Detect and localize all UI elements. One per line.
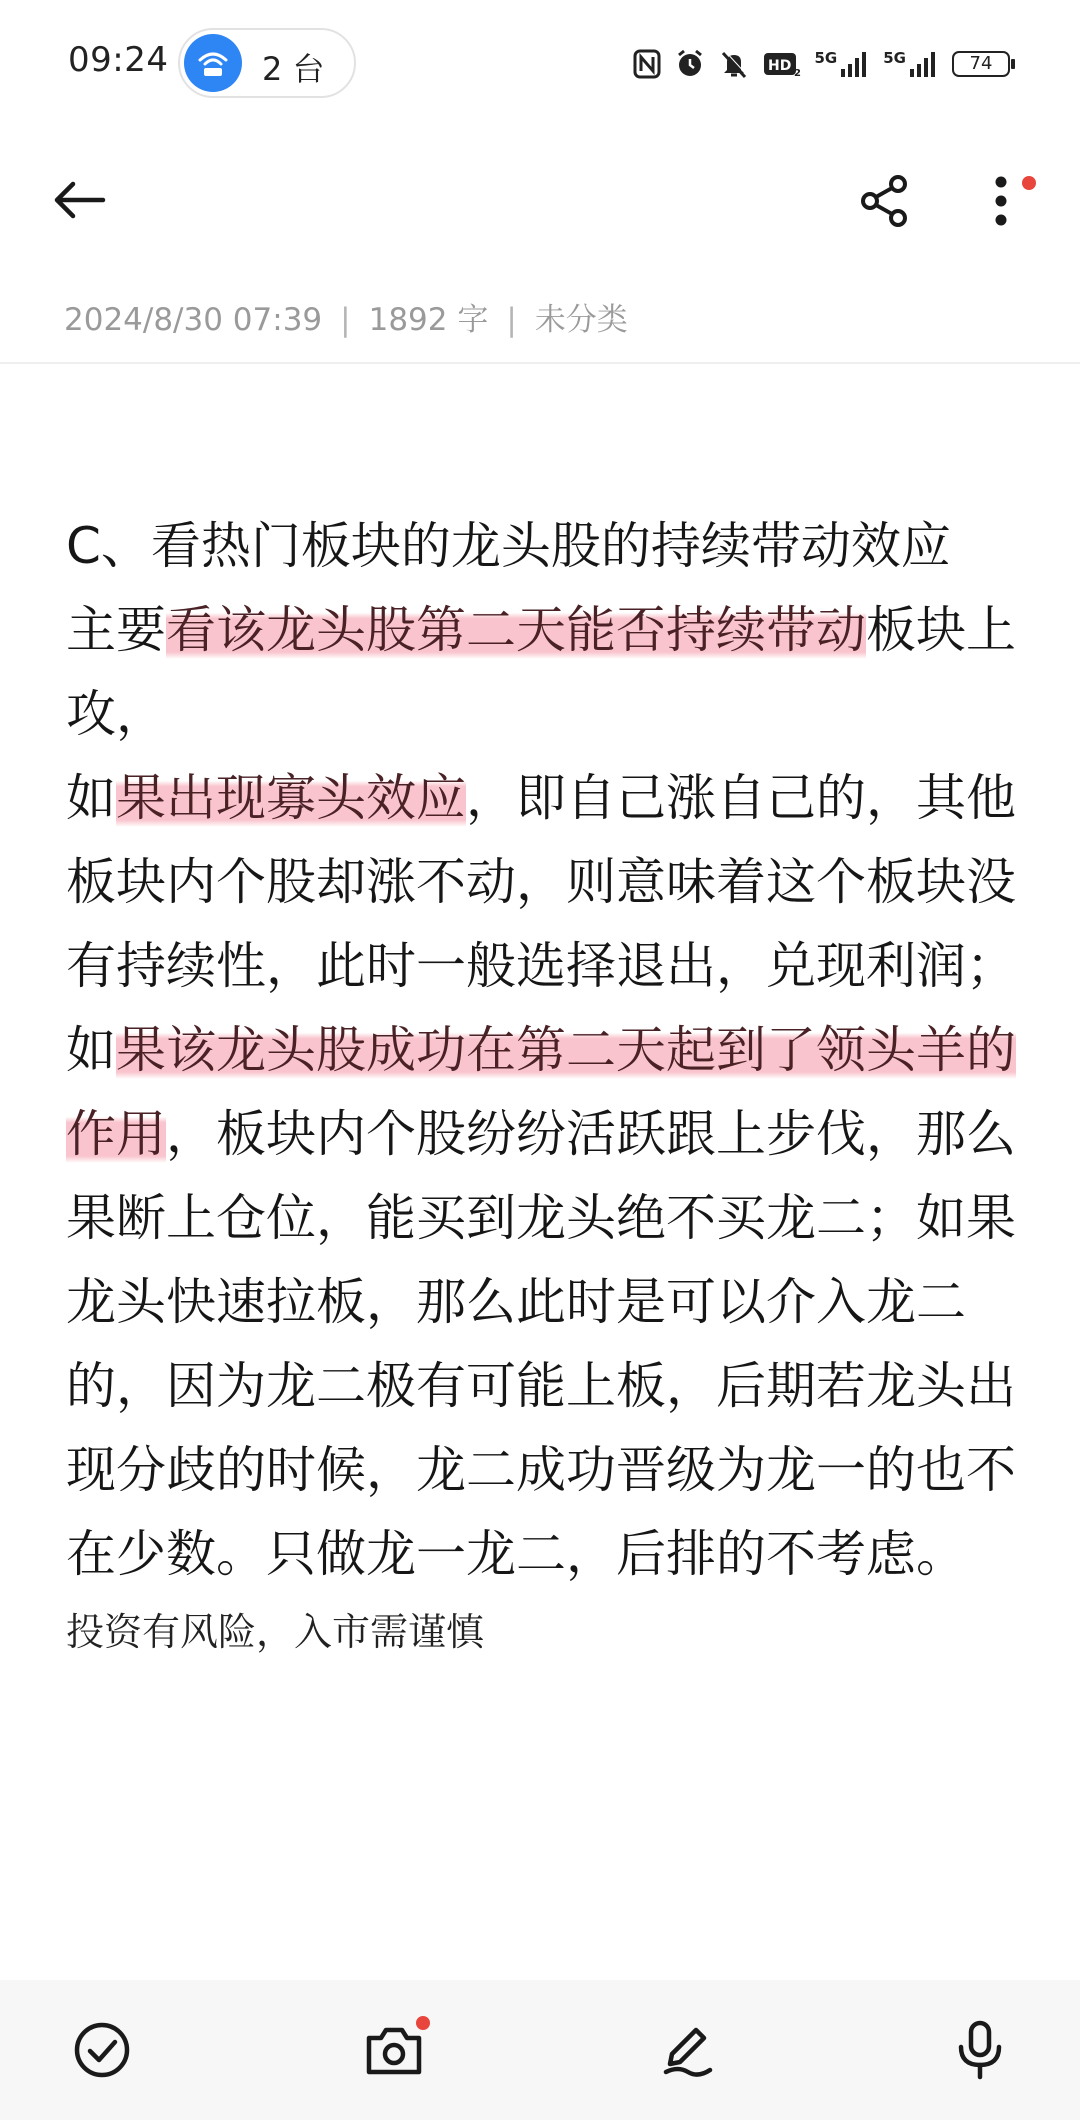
hotspot-device-count: 2 台 [262,50,325,88]
signal-icon [908,49,938,79]
note-paragraph [66,1008,1026,1596]
note-datetime: 2024/8/30 07:39 [64,302,323,338]
highlighted-text: 看该龙头股第二天能否持续带动 [166,601,866,659]
status-icons [633,44,1011,84]
note-text: ，板块内个股纷纷活跃跟上步伐，那么果断上仓位，能买到龙头绝不买龙二；如果龙头快速拉板，那么此时是可以介入龙二的，因为龙二极有可能上板，后期若龙头出现分歧的时候，龙二成功晋级为龙一的也不在少数。只做龙一龙二，后排的不考虑。 [66,1105,1016,1583]
arrow-left-icon [51,180,107,220]
bottom-toolbar [0,1980,1080,2120]
more-badge-dot [1022,176,1036,190]
note-text: 板块上攻， [66,601,1016,743]
camera-badge-dot [416,2016,430,2030]
more-vertical-icon [993,174,1009,228]
note-word-count: 1892 字 [368,302,489,338]
highlighted-text: 果该龙头股成功在第二天起到了领头羊的作用 [66,1021,1016,1163]
nfc-icon [633,49,661,79]
checklist-icon [72,2020,132,2080]
note-paragraph [66,588,1026,756]
network-type-2: 5G [883,49,906,67]
note-toolbar [0,150,1080,250]
status-bar [0,0,1080,128]
checklist-button[interactable] [62,2010,142,2090]
microphone-icon [953,2019,1007,2081]
network-type-1: 5G [814,49,838,67]
note-text: ，即自己涨自己的，其他板块内个股却涨不动，则意味着这个板块没有持续性，此时一般选择退出，兑现利润； [66,769,1016,995]
share-icon [858,174,912,228]
more-options-button[interactable] [966,166,1036,236]
share-button[interactable] [846,166,924,236]
note-text: 如 [66,1021,116,1079]
note-text: 主要 [66,601,166,659]
note-body[interactable] [66,504,1026,1662]
pen-icon [658,2020,718,2080]
hotspot-pill[interactable] [178,28,356,98]
battery-level: 74 [969,53,993,74]
alarm-icon [675,49,705,79]
note-text: C、看热门板块的龙头股的持续带动效应 [66,517,951,575]
meta-separator: | [506,302,517,338]
note-category[interactable]: 未分类 [534,302,628,338]
note-paragraph [66,756,1026,1008]
back-button[interactable] [44,168,114,232]
note-meta [64,294,628,339]
mute-icon [719,49,749,79]
svg-text:HD: HD [767,58,791,74]
voice-input-button[interactable] [940,2010,1020,2090]
hotspot-icon [184,34,242,92]
pen-button[interactable] [648,2010,728,2090]
meta-separator: | [340,302,351,338]
signal-icon [839,49,869,79]
hd-icon [763,50,801,78]
highlighted-text: 果出现寡头效应 [116,769,466,827]
camera-icon [363,2022,425,2078]
status-time: 09:24 [68,40,169,80]
camera-button[interactable] [354,2010,434,2090]
meta-divider [0,362,1080,364]
note-text: 如 [66,769,116,827]
note-paragraph [66,504,1026,588]
battery-icon [952,51,1010,77]
svg-text:2: 2 [793,68,801,78]
note-disclaimer: 投资有风险，入市需谨慎 [66,1610,485,1654]
